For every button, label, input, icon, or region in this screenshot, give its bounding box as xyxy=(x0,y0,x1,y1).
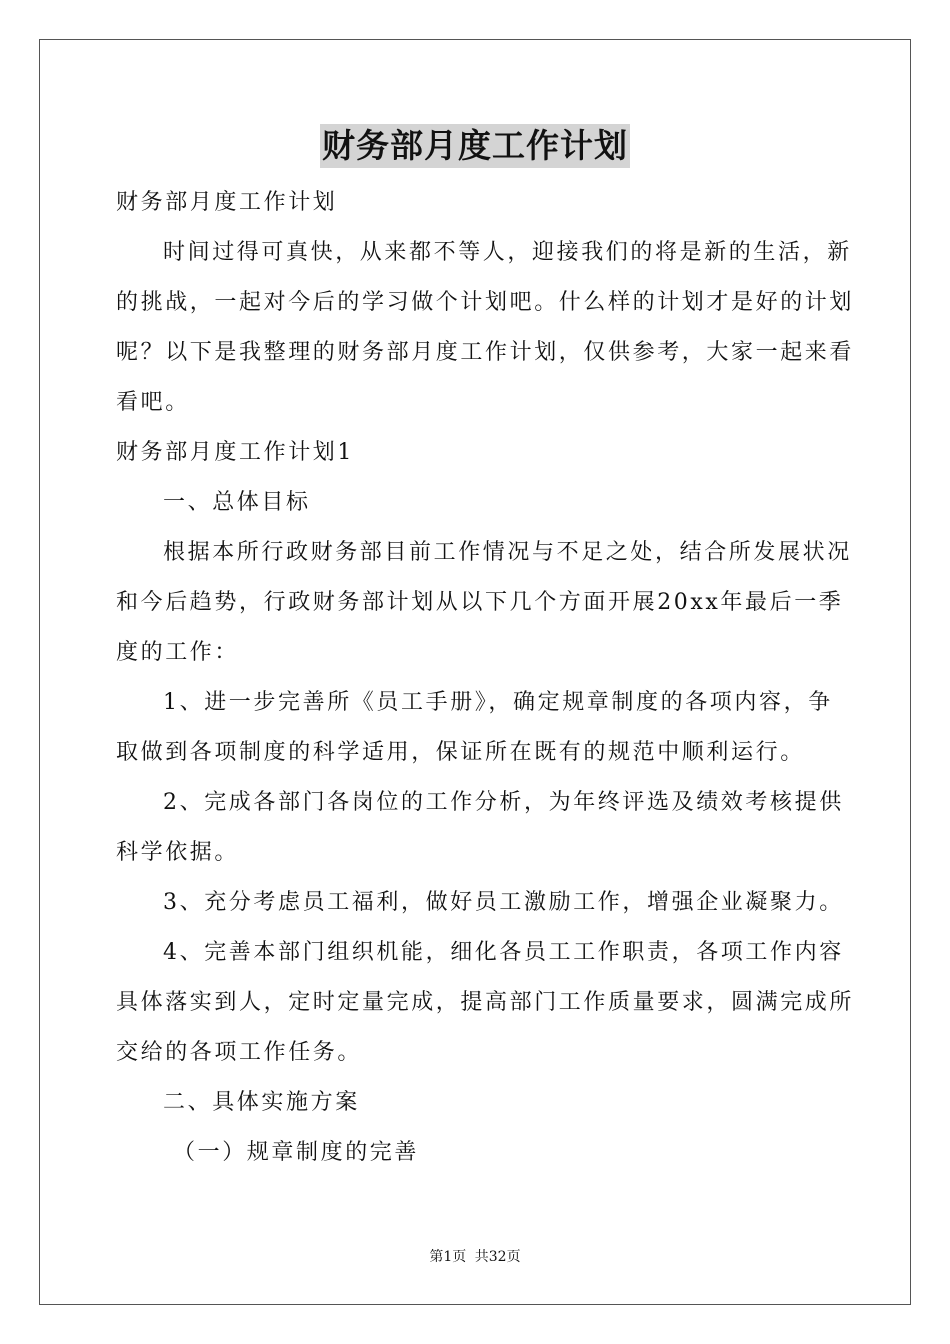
text-line: 度的工作： xyxy=(116,640,240,665)
text-line: 看吧。 xyxy=(116,390,190,415)
text-line: 时间过得可真快，从来都不等人，迎接我们的将是新的生活，新 xyxy=(163,240,852,265)
subsection-heading: （一）规章制度的完善 xyxy=(173,1140,420,1165)
list-item: 1、进一步完善所《员工手册》，确定规章制度的各项内容，争 xyxy=(163,690,833,715)
text-line: 取做到各项制度的科学适用，保证所在既有的规范中顺利运行。 xyxy=(116,740,805,765)
text-line: 呢？以下是我整理的财务部月度工作计划，仅供参考，大家一起来看 xyxy=(116,340,855,365)
section-heading: 财务部月度工作计划1 xyxy=(116,440,354,465)
text-line: 财务部月度工作计划 xyxy=(116,190,338,215)
subsection-heading: 二、具体实施方案 xyxy=(163,1090,360,1115)
list-item: 4、完善本部门组织机能，细化各员工工作职责，各项工作内容 xyxy=(163,940,844,965)
list-item: 3、充分考虑员工福利，做好员工激励工作，增强企业凝聚力。 xyxy=(163,890,844,915)
page-total: 共32页 xyxy=(474,1249,521,1265)
text-line: 和今后趋势，行政财务部计划从以下几个方面开展20xx年最后一季 xyxy=(116,590,844,615)
text-line: 的挑战，一起对今后的学习做个计划吧。什么样的计划才是好的计划 xyxy=(116,290,855,315)
text-line: 根据本所行政财务部目前工作情况与不足之处，结合所发展状况 xyxy=(163,540,852,565)
list-item: 2、完成各部门各岗位的工作分析，为年终评选及绩效考核提供 xyxy=(163,790,844,815)
text-line: 交给的各项工作任务。 xyxy=(116,1040,363,1065)
text-line: 科学依据。 xyxy=(116,840,240,865)
document-body xyxy=(116,178,855,1178)
title-area xyxy=(0,124,950,168)
text-line: 具体落实到人，定时定量完成，提高部门工作质量要求，圆满完成所 xyxy=(116,990,855,1015)
document-title: 财务部月度工作计划 xyxy=(320,124,630,168)
page-number: 第1页 xyxy=(429,1249,467,1265)
page-footer xyxy=(0,1247,950,1267)
subsection-heading: 一、总体目标 xyxy=(163,490,311,515)
